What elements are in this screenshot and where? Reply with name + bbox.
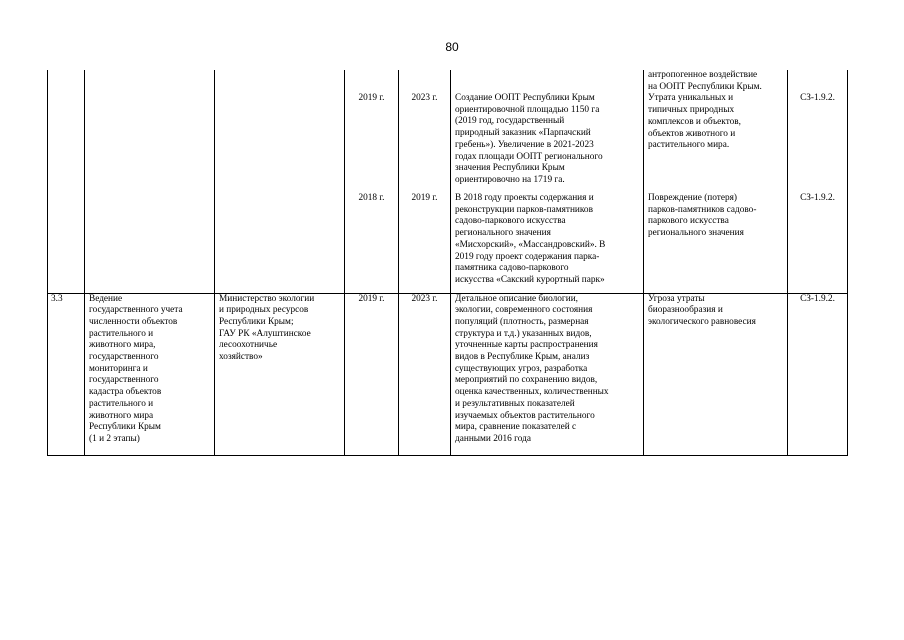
page-number: 80 xyxy=(445,40,459,54)
table-row xyxy=(48,193,848,293)
code-cell: СЗ-1.9.2. xyxy=(788,293,848,455)
description-cell: Детальное описание биологии, экологии, современного состояния популяций (плотность, размерная структура и т.д.) указанных видов, уточненные карты распространения видов в Республике Крым, анализ существующих угроз, разработка мероприятий по сохранению видов, оценка качественных, количественных и результативных показателей изучаемых объектов растительного мира, сравнение показателей с данными 2016 года xyxy=(451,293,644,455)
table-row xyxy=(48,70,848,193)
number-cell xyxy=(48,70,85,193)
risk-text: Утрата уникальных и типичных природных комплексов и объектов, объектов животного и растительного мира. xyxy=(648,93,741,151)
start-year-cell: 2018 г. xyxy=(345,193,399,293)
executor-cell xyxy=(215,193,345,293)
name-cell xyxy=(85,193,215,293)
name-cell xyxy=(85,70,215,193)
description-cell: Создание ООПТ Республики Крым ориентировочной площадью 1150 га (2019 год, государственный природный заказник «Парпачский гребень»). Увеличение в 2021-2023 годах площади ООПТ регионального значения Республики Крым ориентировочно на 1719 га. xyxy=(451,70,644,193)
measures-table xyxy=(47,70,848,456)
number-cell: 3.3 xyxy=(48,293,85,455)
end-year-cell: 2019 г. xyxy=(399,193,451,293)
table-row xyxy=(48,293,848,455)
name-cell: Ведение государственного учета численности объектов растительного и животного мира, государственного мониторинга и государственного кадастра объектов растительного и животного мира Республики Крым (1 и 2 этапы) xyxy=(85,293,215,455)
code-cell: СЗ-1.9.2. xyxy=(788,70,848,193)
end-year-cell: 2023 г. xyxy=(399,293,451,455)
executor-cell xyxy=(215,70,345,193)
start-year-cell: 2019 г. xyxy=(345,70,399,193)
risk-text-top: антропогенное воздействие на ООПТ Республики Крым. xyxy=(648,70,762,92)
risk-cell xyxy=(644,70,788,193)
description-cell: В 2018 году проекты содержания и реконструкции парков-памятников садово-паркового искусства регионального значения «Мисхорский», «Массандровский». В 2019 году проект содержания парка- памятника садово-паркового искусства «Сакский курортный парк» xyxy=(451,193,644,293)
executor-cell: Министерство экологии и природных ресурсов Республики Крым; ГАУ РК «Алуштинское лесоохотничье хозяйство» xyxy=(215,293,345,455)
end-year-cell: 2023 г. xyxy=(399,70,451,193)
risk-cell: Угроза утраты биоразнообразия и экологического равновесия xyxy=(644,293,788,455)
number-cell xyxy=(48,193,85,293)
start-year-cell: 2019 г. xyxy=(345,293,399,455)
risk-cell: Повреждение (потеря) парков-памятников садово- паркового искусства регионального значения xyxy=(644,193,788,293)
code-cell: СЗ-1.9.2. xyxy=(788,193,848,293)
